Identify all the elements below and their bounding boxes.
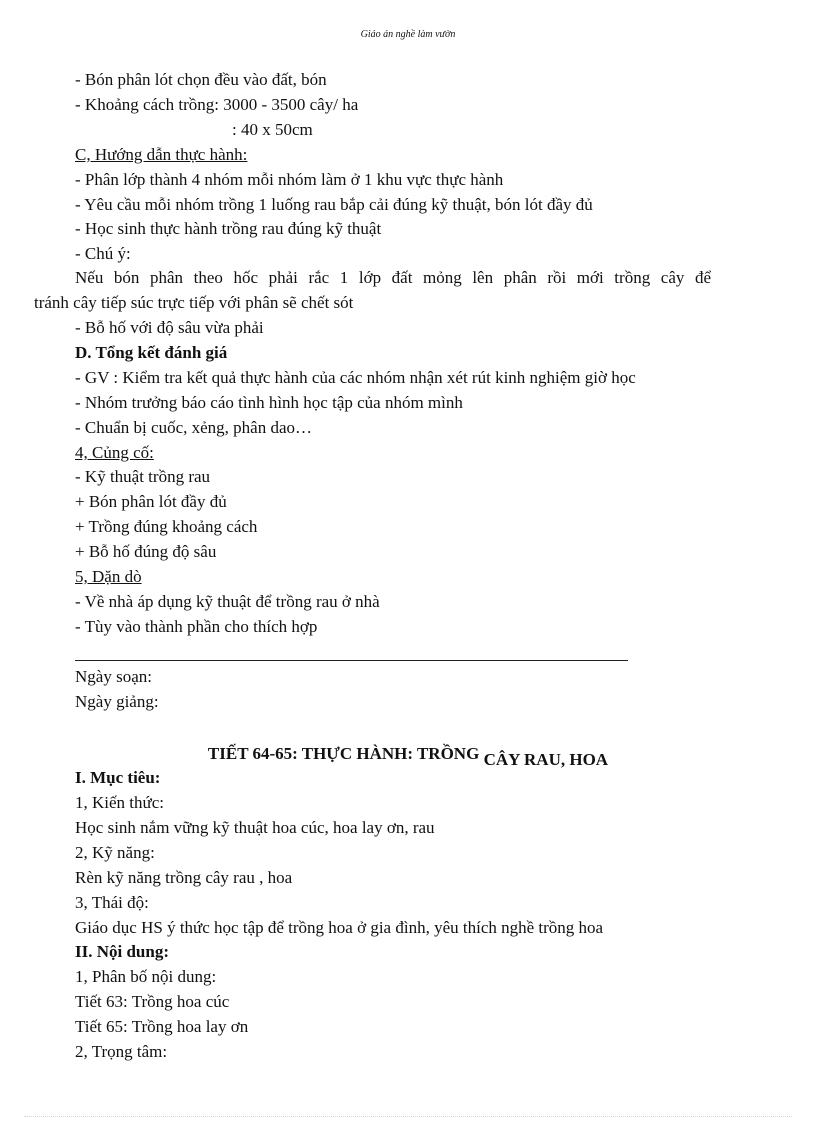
text-line: - Tùy vào thành phần cho thích hợp xyxy=(75,617,318,636)
page-bottom-border xyxy=(24,1116,792,1117)
date-taught: Ngày giảng: xyxy=(75,692,159,711)
text-line: - Chú ý: xyxy=(75,244,131,263)
section-heading-4: 4, Củng cố: xyxy=(75,443,154,462)
text-line: Nếu bón phân theo hốc phải rắc 1 lớp đất mỏng lên phân rồi mới trồng cây để xyxy=(75,268,711,287)
section-heading-d: D. Tổng kết đánh giá xyxy=(75,343,228,362)
text-line: - Nhóm trưởng báo cáo tình hình học tập của nhóm mình xyxy=(75,393,463,412)
text-line: 1, Phân bố nội dung: xyxy=(75,967,217,986)
text-line: - Yêu cầu mỗi nhóm trồng 1 luống rau bắp cải đúng kỹ thuật, bón lót đầy đủ xyxy=(75,195,593,214)
lesson-title-main: TIẾT 64-65: THỰC HÀNH: TRỒNG xyxy=(207,744,480,763)
text-line: + Bón phân lót đầy đủ xyxy=(75,492,227,511)
text-line: Tiết 65: Trồng hoa lay ơn xyxy=(75,1017,249,1036)
text-line: - GV : Kiểm tra kết quả thực hành của các nhóm nhận xét rút kinh nghiệm giờ học xyxy=(75,368,636,387)
text-line: Rèn kỹ năng trồng cây rau , hoa xyxy=(75,868,293,887)
text-line: 2, Kỹ năng: xyxy=(75,843,155,862)
section-heading-5: 5, Dặn dò xyxy=(75,567,142,586)
section-heading-content: II. Nội dung: xyxy=(75,942,170,961)
text-line: - Phân lớp thành 4 nhóm mỗi nhóm làm ở 1 khu vực thực hành xyxy=(75,170,504,189)
text-line: - Về nhà áp dụng kỹ thuật để trồng rau ở nhà xyxy=(75,592,380,611)
page-header: Giáo án nghề làm vườn xyxy=(360,29,456,40)
text-line: tránh cây tiếp súc trực tiếp với phân sẽ chết sót xyxy=(34,293,354,312)
text-line: 1, Kiến thức: xyxy=(75,793,165,812)
lesson-title xyxy=(0,743,816,769)
separator-line xyxy=(75,660,628,661)
section-heading-c: C, Hướng dẫn thực hành: xyxy=(75,145,248,164)
date-prepared: Ngày soạn: xyxy=(75,667,152,686)
text-line: + Trồng đúng khoảng cách xyxy=(75,517,258,536)
text-line: - Bón phân lót chọn đều vào đất, bón xyxy=(75,70,327,89)
text-line: - Khoảng cách trồng: 3000 - 3500 cây/ ha xyxy=(75,95,359,114)
text-line: Giáo dục HS ý thức học tập để trồng hoa ở gia đình, yêu thích nghề trồng hoa xyxy=(75,918,604,937)
text-line: - Chuẩn bị cuốc, xẻng, phân dao… xyxy=(75,418,312,437)
text-line: - Học sinh thực hành trồng rau đúng kỹ thuật xyxy=(75,219,382,238)
text-line: + Bỗ hố đúng độ sâu xyxy=(75,542,217,561)
text-line: Tiết 63: Trồng hoa cúc xyxy=(75,992,230,1011)
section-heading-objectives: I. Mục tiêu: xyxy=(75,768,161,787)
text-line: Học sinh nắm vững kỹ thuật hoa cúc, hoa lay ơn, rau xyxy=(75,818,435,837)
text-line: : 40 x 50cm xyxy=(232,120,313,139)
text-line: - Bỗ hố với độ sâu vừa phải xyxy=(75,318,264,337)
text-line: 2, Trọng tâm: xyxy=(75,1042,168,1061)
text-line: - Kỹ thuật trồng rau xyxy=(75,467,211,486)
lesson-title-sub: CÂY RAU, HOA xyxy=(483,750,609,769)
text-line: 3, Thái độ: xyxy=(75,893,149,912)
